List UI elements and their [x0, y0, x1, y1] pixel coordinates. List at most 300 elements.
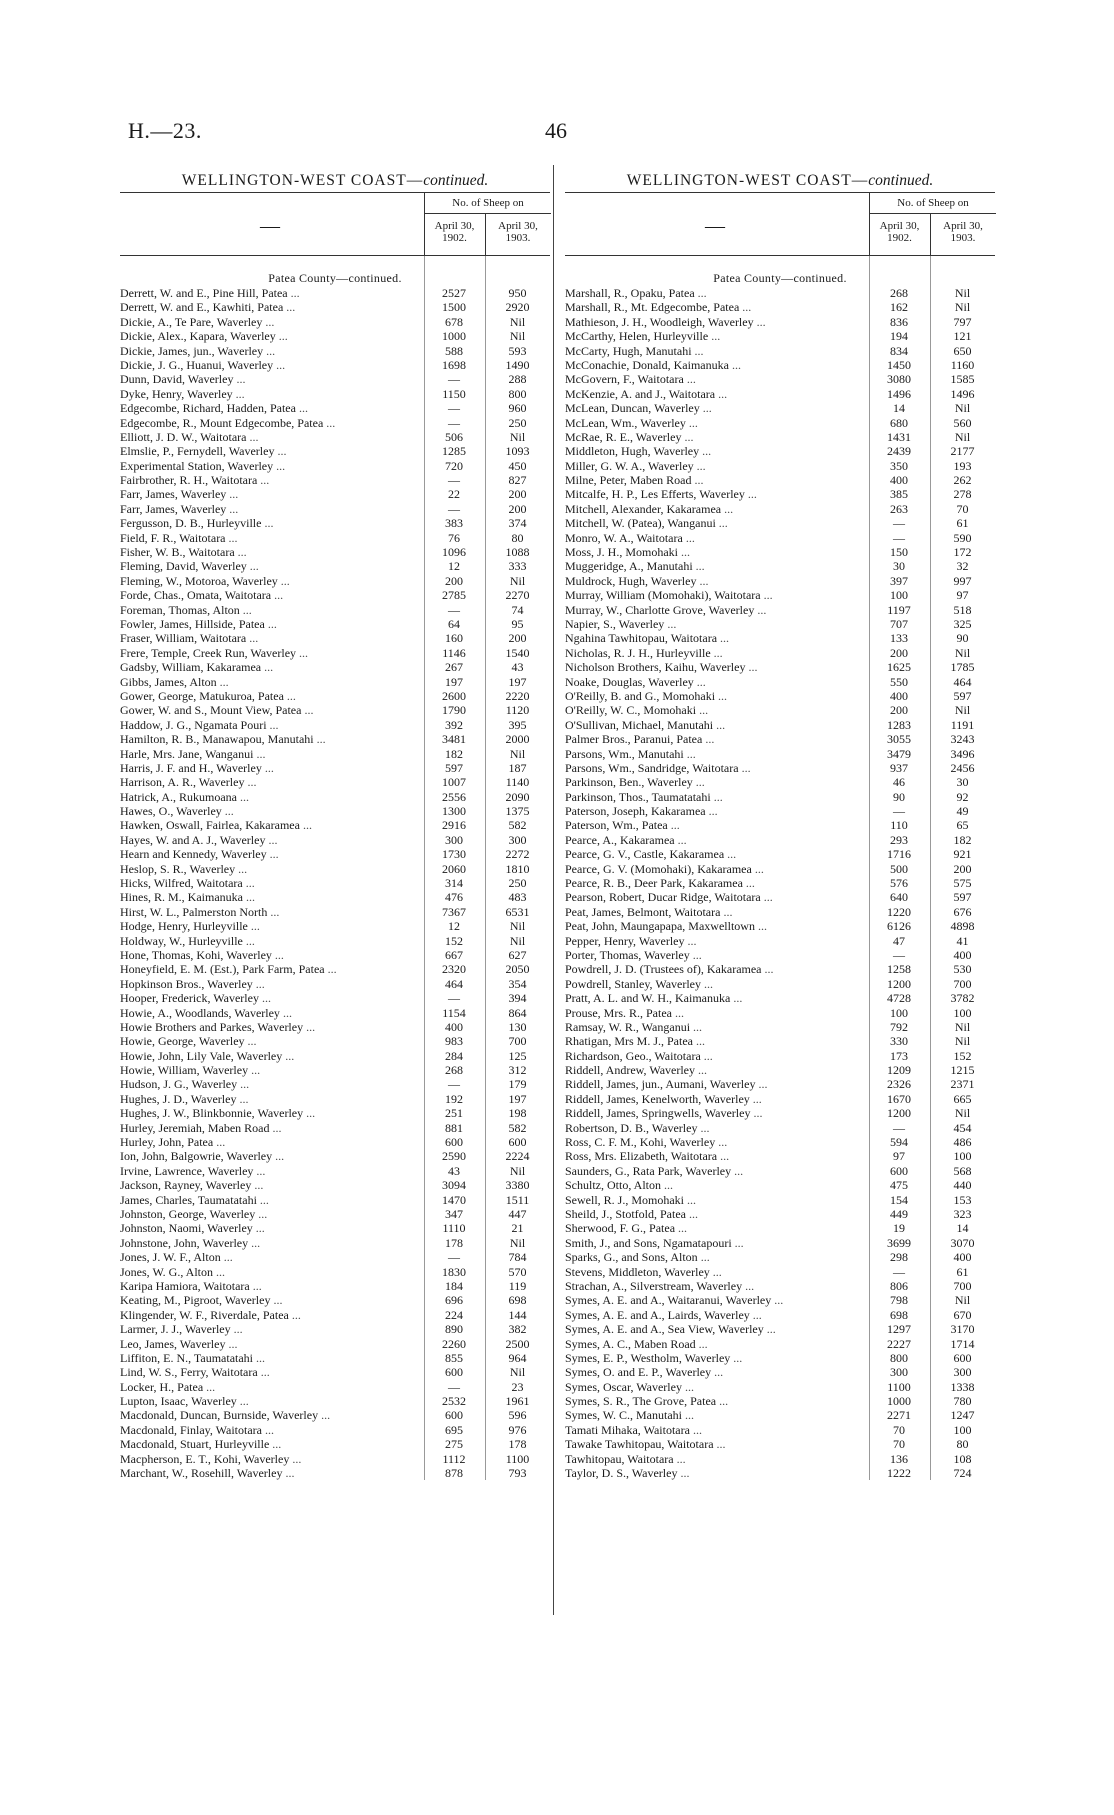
- sheep-1903-value: 2177: [950, 444, 975, 459]
- sheep-1903-value: 560: [953, 415, 972, 430]
- leader-dots: ...: [742, 876, 755, 891]
- leader-dots: ...: [745, 660, 758, 675]
- sheep-1902-value: 890: [445, 1322, 463, 1337]
- leader-dots: ...: [261, 660, 274, 675]
- table-row: [120, 1265, 550, 1279]
- table-row: [120, 833, 550, 847]
- owner-name: [120, 1178, 420, 1192]
- sheep-1903-value: 797: [953, 314, 972, 329]
- sheep-1903-value: 600: [953, 1350, 972, 1365]
- leader-dots: ...: [673, 1451, 686, 1466]
- sheep-1902-value: 46: [893, 775, 905, 790]
- owner-name: [565, 1121, 865, 1135]
- owner-name: [120, 430, 420, 444]
- owner-name-text: Johnston, Naomi, Waverley: [120, 1221, 253, 1236]
- leader-dots: ...: [272, 1149, 285, 1164]
- leader-dots: ...: [225, 1336, 238, 1351]
- owner-name: [120, 991, 420, 1005]
- owner-name-text: Pepper, Henry, Waverley: [565, 933, 685, 948]
- table-row: [565, 1322, 995, 1336]
- leader-dots: ...: [738, 760, 751, 775]
- sheep-1903-value: 41: [956, 933, 969, 948]
- sheep-1903-value: 1140: [505, 775, 530, 790]
- leader-dots: ...: [258, 991, 271, 1006]
- sheep-1902-value: 224: [445, 1307, 463, 1322]
- sheep-1903-value: 3170: [950, 1322, 975, 1337]
- sheep-1902-value: —: [448, 415, 460, 430]
- sheep-1902-value: 47: [893, 933, 905, 948]
- owner-name-text: Dickie, James, jun., Waverley: [120, 343, 264, 358]
- table-row: [120, 344, 550, 358]
- leader-dots: ...: [299, 818, 312, 833]
- left-column: [120, 170, 550, 1480]
- leader-dots: ...: [271, 588, 284, 603]
- owner-name: [120, 1466, 420, 1480]
- table-row: [120, 1351, 550, 1365]
- table-row: [120, 1077, 550, 1091]
- owner-name: [565, 1149, 865, 1163]
- owner-name-text: Mitcalfe, H. P., Les Efferts, Waverley: [565, 487, 745, 502]
- sheep-1902-value: 983: [445, 1034, 463, 1049]
- sheep-1902-value: 1730: [442, 847, 466, 862]
- table-row: [565, 732, 995, 746]
- table-row: [565, 1207, 995, 1221]
- owner-name-text: McCarthy, Helen, Hurleyville: [565, 329, 709, 344]
- leader-dots: ...: [705, 804, 718, 819]
- leader-dots: ...: [753, 314, 766, 329]
- leader-dots: ...: [283, 688, 296, 703]
- sheep-1903-value: 700: [508, 1034, 527, 1049]
- leader-dots: ...: [255, 1207, 268, 1221]
- owner-name-text: Fisher, W. B., Waitotara: [120, 545, 235, 560]
- sheep-1902-value: —: [893, 1264, 905, 1279]
- sheep-1902-value: 1197: [887, 602, 911, 617]
- owner-name: [120, 847, 420, 861]
- leader-dots: ...: [262, 1422, 274, 1437]
- sheep-1903-value: 597: [953, 890, 972, 905]
- leader-dots: ...: [697, 1250, 710, 1265]
- owner-name: [565, 747, 865, 761]
- table-row: [565, 617, 995, 631]
- owner-name: [565, 617, 865, 631]
- sheep-1903-value: 100: [953, 1149, 972, 1164]
- owner-name-text: Dickie, J. G., Huanui, Waverley: [120, 357, 274, 372]
- sheep-1903-value: Nil: [954, 1019, 971, 1034]
- owner-name: [565, 1164, 865, 1178]
- leader-dots: ...: [739, 300, 752, 315]
- sheep-1903-value: 960: [508, 401, 527, 416]
- sheep-1902-value: 1007: [442, 775, 466, 790]
- sheep-1902-value: 1496: [887, 386, 911, 401]
- sheep-1902-value: 90: [893, 789, 905, 804]
- table-row: [565, 1178, 995, 1192]
- sheep-1903-value: 144: [508, 1307, 527, 1322]
- leader-dots: ...: [283, 300, 296, 315]
- owner-name-text: Klingender, W. F., Riverdale, Patea: [120, 1307, 289, 1322]
- sheep-1903-value: 1540: [505, 645, 530, 660]
- table-row: [120, 631, 550, 645]
- sheep-1903-value: 179: [508, 1077, 527, 1092]
- sheep-1903-value: 575: [953, 876, 972, 891]
- sheep-1903-value: 568: [953, 1163, 972, 1178]
- owner-name: [120, 919, 420, 933]
- table-row: [565, 588, 995, 602]
- owner-name: [120, 1077, 420, 1091]
- sheep-1903-value: 61: [956, 516, 969, 531]
- leader-dots: ...: [226, 501, 239, 516]
- sheep-1902-value: 2326: [887, 1077, 911, 1092]
- leader-dots: ...: [253, 1163, 266, 1178]
- owner-name-text: Hudson, J. G., Waverley: [120, 1077, 238, 1092]
- leader-dots: ...: [686, 1207, 698, 1221]
- owner-name: [565, 588, 865, 602]
- owner-name-text: Paterson, Wm., Patea: [565, 818, 668, 833]
- owner-name-text: Porter, Thomas, Waverley: [565, 947, 690, 962]
- owner-name-text: Liffiton, E. N., Taumatatahi: [120, 1350, 254, 1365]
- owner-name: [565, 905, 865, 919]
- sheep-1902-value: 1830: [442, 1264, 466, 1279]
- owner-name-text: Symes, O. and E. P., Waverley: [565, 1365, 712, 1380]
- leader-dots: ...: [296, 645, 309, 660]
- owner-name-text: Paterson, Joseph, Kakaramea: [565, 804, 706, 819]
- owner-name: [120, 1279, 420, 1293]
- sheep-1902-value: 182: [445, 746, 463, 761]
- sheep-1903-value: Nil: [509, 1365, 526, 1380]
- owner-name: [120, 718, 420, 732]
- sheep-1903-value: 590: [953, 530, 972, 545]
- owner-name: [120, 1207, 420, 1221]
- owner-name-text: Foreman, Thomas, Alton: [120, 602, 240, 617]
- sheep-1903-value: 997: [953, 573, 972, 588]
- table-row: [565, 1423, 995, 1437]
- owner-name-text: Robertson, D. B., Waverley: [565, 1120, 698, 1135]
- sheep-1902-value: 1300: [442, 804, 466, 819]
- owner-name-text: Experimental Station, Waverley: [120, 458, 274, 473]
- sheep-1902-value: —: [893, 530, 905, 545]
- table-row: [565, 631, 995, 645]
- owner-name: [120, 876, 420, 890]
- sheep-1903-value: 182: [953, 832, 972, 847]
- leader-dots: ...: [277, 573, 290, 588]
- owner-name: [565, 1221, 865, 1235]
- sheep-1903-value: 780: [953, 1394, 972, 1409]
- owner-name: [120, 689, 420, 703]
- owner-name-text: Symes, A. C., Maben Road: [565, 1336, 696, 1351]
- sheep-1902-value: 385: [890, 487, 908, 502]
- owner-name-text: Moss, J. H., Momohaki: [565, 545, 679, 560]
- owner-name-text: Palmer Bros., Paranui, Patea: [565, 732, 703, 747]
- owner-name: [120, 1092, 420, 1106]
- owner-name: [565, 401, 865, 415]
- owner-name-text: Prouse, Mrs. R., Patea: [565, 1005, 672, 1020]
- table-row: [565, 934, 995, 948]
- owner-name-text: Howie, William, Waverley: [120, 1063, 249, 1078]
- leader-dots: ...: [693, 1034, 705, 1049]
- owner-name-text: Ngahina Tawhitopau, Waitotara: [565, 631, 718, 646]
- leader-dots: ...: [763, 1322, 776, 1337]
- leader-dots: ...: [269, 1120, 282, 1135]
- sheep-1902-value: 76: [448, 530, 460, 545]
- owner-name: [120, 603, 420, 617]
- table-row: [120, 804, 550, 818]
- sheep-1902-value: 110: [890, 818, 908, 833]
- sheep-1902-value: 397: [890, 573, 908, 588]
- sheep-1903-value: 178: [508, 1437, 527, 1452]
- sheep-1903-value: 90: [956, 631, 969, 646]
- sheep-1903-value: 2220: [505, 688, 530, 703]
- owner-name-text: Riddell, Andrew, Waverley: [565, 1063, 696, 1078]
- table-row: [565, 1135, 995, 1149]
- sheep-1903-value: 395: [508, 717, 527, 732]
- table-row: [565, 545, 995, 559]
- sheep-1903-value: 172: [953, 545, 972, 560]
- owner-name-text: Strachan, A., Silverstream, Waverley: [565, 1278, 743, 1293]
- leader-dots: ...: [708, 329, 721, 344]
- sheep-1903-value: 2090: [505, 789, 530, 804]
- sheep-1902-value: 1258: [887, 962, 911, 977]
- owner-name: [565, 718, 865, 732]
- sheep-1902-value: —: [448, 372, 460, 387]
- table-row: [565, 473, 995, 487]
- leader-dots: ...: [749, 1307, 762, 1322]
- sheep-1902-value: 464: [445, 976, 463, 991]
- owner-name: [120, 1351, 420, 1365]
- owner-name: [565, 1106, 865, 1120]
- sheep-1903-value: 80: [956, 1437, 969, 1452]
- sheep-1902-value: 383: [445, 516, 463, 531]
- sheep-1902-value: 878: [445, 1466, 463, 1481]
- leader-dots: ...: [303, 1019, 316, 1034]
- leader-dots: ...: [661, 1178, 673, 1193]
- owner-name-text: Tawhitopau, Waitotara: [565, 1451, 674, 1466]
- sheep-1903-value: 325: [953, 616, 972, 631]
- owner-name: [565, 804, 865, 818]
- table-row: [120, 387, 550, 401]
- table-row: [120, 1408, 550, 1422]
- leader-dots: ...: [273, 357, 286, 372]
- owner-name: [120, 1006, 420, 1020]
- owner-name: [120, 1020, 420, 1034]
- leader-dots: ...: [253, 746, 266, 761]
- leader-dots: ...: [755, 1077, 768, 1092]
- owner-name: [120, 1423, 420, 1437]
- owner-name: [120, 1322, 420, 1336]
- leader-dots: ...: [715, 688, 728, 703]
- table-row: [120, 660, 550, 674]
- leader-dots: ...: [696, 573, 709, 588]
- table-row: [565, 444, 995, 458]
- table-row: [120, 502, 550, 516]
- sheep-1903-value: 152: [953, 1048, 972, 1063]
- owner-name-text: Leo, James, Waverley: [120, 1336, 226, 1351]
- row-list: [565, 286, 995, 1480]
- table-row: [120, 1437, 550, 1451]
- table-row: [120, 1006, 550, 1020]
- owner-name: [120, 818, 420, 832]
- leader-dots: ...: [692, 559, 705, 574]
- table-row: [120, 905, 550, 919]
- owner-name: [565, 387, 865, 401]
- sheep-1903-value: 4898: [950, 919, 975, 934]
- sheep-1902-value: —: [893, 804, 905, 819]
- leader-dots: ...: [262, 314, 275, 329]
- table-row: [120, 603, 550, 617]
- leader-dots: ...: [689, 947, 702, 962]
- leader-dots: ...: [678, 545, 691, 560]
- owner-name: [565, 502, 865, 516]
- sheep-1902-value: 2532: [442, 1394, 466, 1409]
- leader-dots: ...: [715, 386, 728, 401]
- owner-name: [565, 775, 865, 789]
- sheep-1903-value: 300: [508, 832, 527, 847]
- owner-name-text: Napier, S., Waverley: [565, 616, 665, 631]
- table-row: [565, 919, 995, 933]
- owner-name-text: Lind, W. S., Ferry, Waitotara: [120, 1365, 258, 1380]
- sheep-1902-value: 476: [445, 890, 463, 905]
- sheep-1902-value: 200: [445, 573, 463, 588]
- table-row: [120, 1207, 550, 1221]
- sheep-1902-value: 154: [890, 1192, 908, 1207]
- leader-dots: ...: [301, 703, 314, 718]
- sheep-1902-value: 178: [445, 1235, 463, 1250]
- sheep-1902-value: 300: [890, 1365, 908, 1380]
- sheep-1903-value: 250: [508, 876, 527, 891]
- leader-dots: ...: [721, 501, 734, 516]
- owner-name: [120, 1394, 420, 1408]
- sheep-1902-value: 800: [890, 1350, 908, 1365]
- leader-dots: ...: [717, 631, 730, 646]
- sheep-1902-value: 1100: [887, 1379, 911, 1394]
- leader-dots: ...: [263, 343, 276, 358]
- leader-dots: ...: [695, 1063, 708, 1078]
- owner-name-text: Pearce, G. V. (Momohaki), Kakaramea: [565, 861, 752, 876]
- table-row: [120, 358, 550, 372]
- sheep-1902-value: 2590: [442, 1149, 466, 1164]
- leader-dots: ...: [674, 832, 687, 847]
- owner-name: [120, 531, 420, 545]
- sheep-1903-value: Nil: [509, 314, 526, 329]
- table-row: [120, 1423, 550, 1437]
- sheep-1903-value: 976: [508, 1422, 527, 1437]
- owner-name-text: Pearce, A., Kakaramea: [565, 832, 675, 847]
- table-row: [120, 1380, 550, 1394]
- table-row: [565, 862, 995, 876]
- year-1902-header: April 30, 1902.: [424, 214, 484, 255]
- sheep-1903-value: 3243: [950, 732, 975, 747]
- sheep-1903-value: 100: [953, 1005, 972, 1020]
- owner-name-text: Locker, H., Patea: [120, 1379, 204, 1394]
- table-row: [565, 1466, 995, 1480]
- leader-dots: ...: [667, 818, 680, 833]
- column-title-continued: continued.: [868, 172, 934, 189]
- leader-dots: ...: [266, 717, 279, 732]
- owner-name-text: Sparks, G., and Sons, Alton: [565, 1250, 698, 1265]
- leader-dots: ...: [760, 588, 773, 603]
- sheep-1903-value: Nil: [954, 1293, 971, 1308]
- leader-dots: ...: [288, 1307, 301, 1322]
- sheep-1903-value: 394: [508, 991, 527, 1006]
- owner-name-text: Johnston, George, Waverley: [120, 1207, 256, 1221]
- sheep-1903-value: 14: [956, 1221, 969, 1236]
- table-row: [120, 1365, 550, 1379]
- sheep-1902-value: 1450: [887, 357, 911, 372]
- sheep-1902-value: 798: [890, 1293, 908, 1308]
- owner-name: [120, 559, 420, 573]
- sheep-1902-value: 1154: [442, 1005, 466, 1020]
- sheep-1902-value: 1000: [887, 1394, 911, 1409]
- owner-name: [565, 1279, 865, 1293]
- owner-name: [120, 775, 420, 789]
- sheep-1903-value: 1785: [950, 660, 975, 675]
- owner-name-text: Harle, Mrs. Jane, Wanganui: [120, 746, 254, 761]
- leader-dots: ...: [691, 343, 704, 358]
- owner-name: [565, 1365, 865, 1379]
- leader-dots: ...: [256, 1192, 269, 1207]
- owner-name: [120, 862, 420, 876]
- sheep-1903-value: Nil: [509, 1163, 526, 1178]
- leader-dots: ...: [684, 933, 697, 948]
- sheep-1902-value: 100: [890, 1005, 908, 1020]
- sheep-1902-value: —: [893, 1120, 905, 1135]
- owner-name: [565, 545, 865, 559]
- owner-name-text: Ion, John, Balgowrie, Waverley: [120, 1149, 273, 1164]
- owner-name: [565, 1178, 865, 1192]
- owner-name: [120, 1221, 420, 1235]
- table-row: [565, 1293, 995, 1307]
- owner-name-text: Field, F. R., Waitotara: [120, 530, 226, 545]
- sheep-1903-value: 97: [956, 588, 969, 603]
- owner-name: [120, 329, 420, 343]
- owner-name-text: Harrison, A. R., Waverley: [120, 775, 245, 790]
- leader-dots: ...: [234, 545, 247, 560]
- owner-name-text: Gower, W. and S., Mount View, Patea: [120, 703, 302, 718]
- table-row: [565, 559, 995, 573]
- leader-dots: ...: [713, 1437, 726, 1452]
- sheep-1903-value: 450: [508, 458, 527, 473]
- table-row: [565, 1365, 995, 1379]
- owner-name-text: Mitchell, Alexander, Kakaramea: [565, 501, 722, 516]
- table-row: [120, 473, 550, 487]
- owner-name-text: Howie, John, Lily Vale, Waverley: [120, 1048, 283, 1063]
- owner-name: [120, 732, 420, 746]
- table-row: [120, 444, 550, 458]
- owner-name: [565, 1437, 865, 1451]
- owner-name-text: Rhatigan, Mrs M. J., Patea: [565, 1034, 693, 1049]
- owner-name: [565, 286, 865, 300]
- owner-name-text: Fergusson, D. B., Hurleyville: [120, 516, 262, 531]
- table-row: [120, 1020, 550, 1034]
- table-row: [565, 1034, 995, 1048]
- leader-dots: ...: [760, 890, 773, 905]
- table-row: [120, 1135, 550, 1149]
- table-row: [120, 847, 550, 861]
- owner-name-text: Hirst, W. L., Palmerston North: [120, 904, 268, 919]
- page-number: 46: [545, 118, 567, 143]
- table-row: [565, 833, 995, 847]
- sheep-1903-value: 125: [508, 1048, 527, 1063]
- leader-dots: ...: [682, 1408, 695, 1423]
- owner-name-text: Edgecombe, R., Mount Edgecombe, Patea: [120, 415, 324, 430]
- owner-name-text: Harris, J. F. and H., Waverley: [120, 760, 262, 775]
- owner-name: [120, 790, 420, 804]
- sheep-1903-value: 400: [953, 947, 972, 962]
- leader-dots: ...: [287, 286, 300, 300]
- sheep-1903-value: 464: [953, 674, 972, 689]
- sheep-1902-value: 70: [893, 1437, 905, 1452]
- owner-name: [565, 1452, 865, 1466]
- owner-name: [565, 1193, 865, 1207]
- leader-dots: ...: [715, 516, 728, 531]
